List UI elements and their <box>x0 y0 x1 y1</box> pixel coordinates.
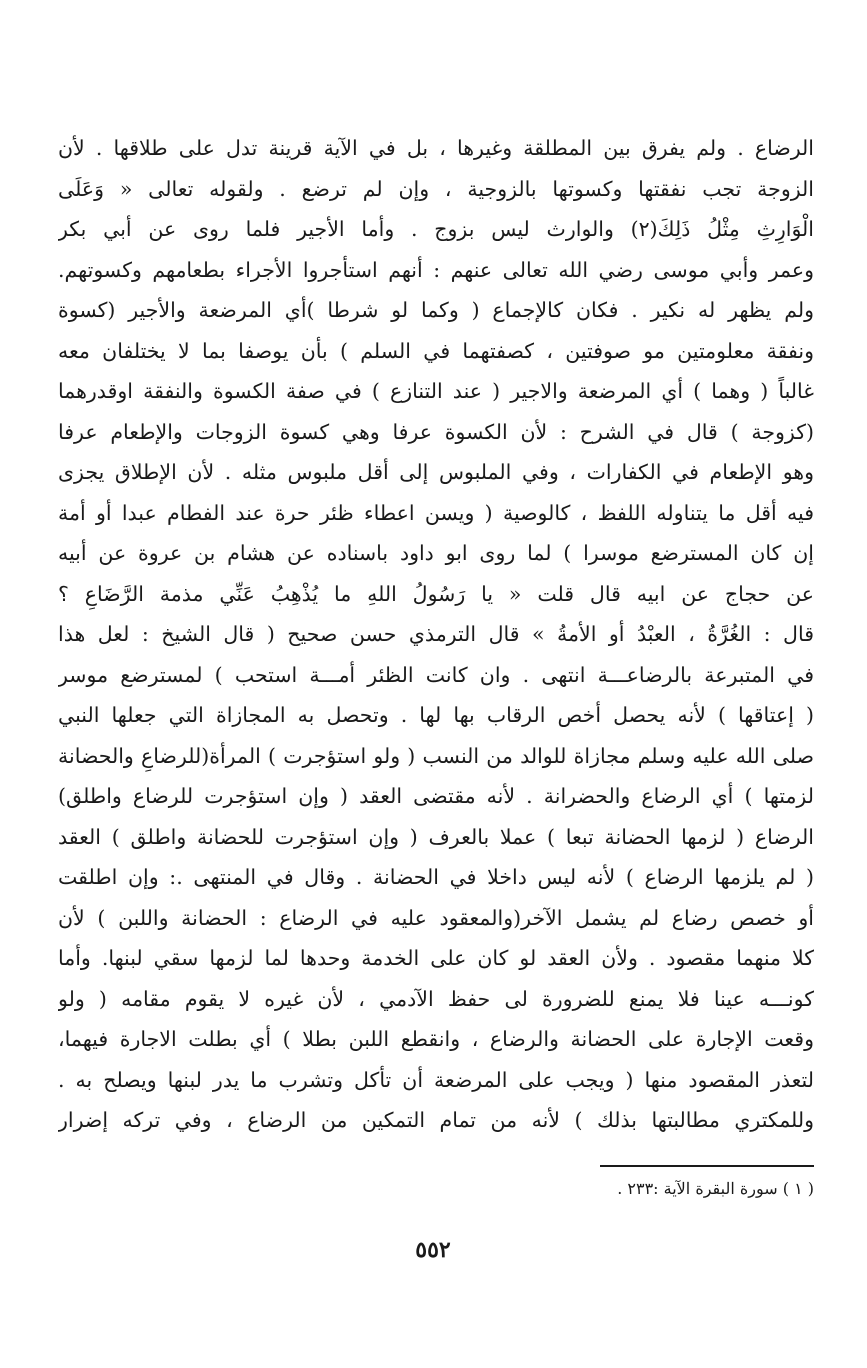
text-line: عن حجاج عن ابيه قال قلت « يا رَسُولُ اللهِ ما يُذْهِبُ عَنِّي مذمة الرَّضَاعِ ؟ <box>58 581 814 606</box>
text-line: الرضاع ( لزمها الحضانة تبعا ) عملا بالعرف ( وإن استؤجرت للحضانة واطلق ) العقد <box>58 824 814 849</box>
text-line: الْوَارِثِ مِثْلُ ذَلِكَ(٢) والوارث ليس بزوج . وأما الأجير فلما روى عن أبي بكر <box>58 217 814 241</box>
text-line: لتعذر المقصود منها ( ويجب على المرضعة أن تأكل وتشرب ما يدر لبنها ويصلح به . <box>58 1067 814 1092</box>
text-line: الزوجة تجب نفقتها وكسوتها بالزوجية ، وإن لم ترضع . ولقوله تعالى « وَعَلَى <box>58 176 814 201</box>
text-line: كونـــه عينا فلا يمنع للضرورة لى حفظ الآدمي ، لأن غيره لا يقوم مقامه ( ولو <box>58 986 814 1011</box>
text-line: وقعت الإجارة على الحضانة والرضاع ، وانقطع اللبن بطلا ) أي بطلت الاجارة فيهما، <box>58 1027 814 1051</box>
text-line: إن كان المسترضع موسرا ) لما روى ابو داود باسناده عن هشام بن عروة عن أبيه <box>58 541 814 565</box>
text-line: لزمتها ) أي الرضاع والحضرانة . لأنه مقتضى العقد ( وإن استؤجرت للرضاع واطلق) <box>58 784 814 808</box>
text-line: قال : الغُرَّةُ ، العبْدُ أو الأمةُ » قال الترمذي حسن صحيح ( قال الشيخ : لعل هذا <box>58 622 814 646</box>
text-line: صلى الله عليه وسلم مجازاة للوالد من النسب ( ولو استؤجرت ) المرأة(للرضاعِ والحضانة <box>58 743 814 768</box>
text-line: في المتبرعة بالرضاعـــة انتهى . وان كانت الظئر أمـــة استحب ) لمسترضع موسر <box>58 662 814 687</box>
text-line: ( إعتاقها ) لأنه يحصل أخص الرقاب بها لها . وتحصل به المجازاة التي جعلها النبي <box>58 703 814 727</box>
text-line: ( لم يلزمها الرضاع ) لأنه ليس داخلا في الحضانة . وقال في المنتهى .: وإن اطلقت <box>58 865 814 889</box>
footnote: ( ١ ) سورة البقرة الآية :٢٣٣ . <box>617 1179 814 1198</box>
text-line: وهو الإطعام في الكفارات ، وفي الملبوس إلى أقل ملبوس مثله . لأن الإطلاق يجزى <box>58 460 814 484</box>
text-line: كلا منهما مقصود . ولأن العقد لو كان على الخدمة وحدها لما لزمها سقي لبنها. وأما <box>58 946 814 970</box>
body-text <box>58 128 814 1141</box>
text-line: ولم يظهر له نكير . فكان كالإجماع ( وكما لو شرطا )أي المرضعة والأجير (كسوة <box>58 298 814 322</box>
text-line: غالباً ( وهما ) أي المرضعة والاجير ( عند التنازع ) في صفة الكسوة والنفقة اوقدرهما <box>58 379 814 403</box>
text-line: أو خصص رضاع لم يشمل الآخر(والمعقود عليه في الرضاع : الحضانة واللبن ) لأن <box>58 905 814 930</box>
text-line: الرضاع . ولم يفرق بين المطلقة وغيرها ، بل في الآية قرينة تدل على طلاقها . لأن <box>58 136 814 160</box>
footnote-divider <box>600 1165 814 1167</box>
text-line: (كزوجة ) قال في الشرح : لأن الكسوة عرفا وهي كسوة الزوجات والإطعام عرفا <box>58 419 814 444</box>
text-line: وعمر وأبي موسى رضي الله تعالى عنهم : أنهم استأجروا الأجراء بطعامهم وكسوتهم. <box>58 257 814 282</box>
text-line: فيه أقل ما يتناوله اللفظ ، كالوصية ( ويسن اعطاء ظئر حرة عند الفطام عبدا أو أمة <box>58 500 814 525</box>
text-line: وللمكتري مطالبتها بذلك ) لأنه من تمام التمكين من الرضاع ، وفي تركه إضرار <box>58 1108 814 1132</box>
page-number: ٥٥٢ <box>415 1237 451 1263</box>
text-line: ونفقة معلومتين مو صوفتين ، كصفتهما في السلم ) بأن يوصفا بما لا يختلفان معه <box>58 338 814 363</box>
